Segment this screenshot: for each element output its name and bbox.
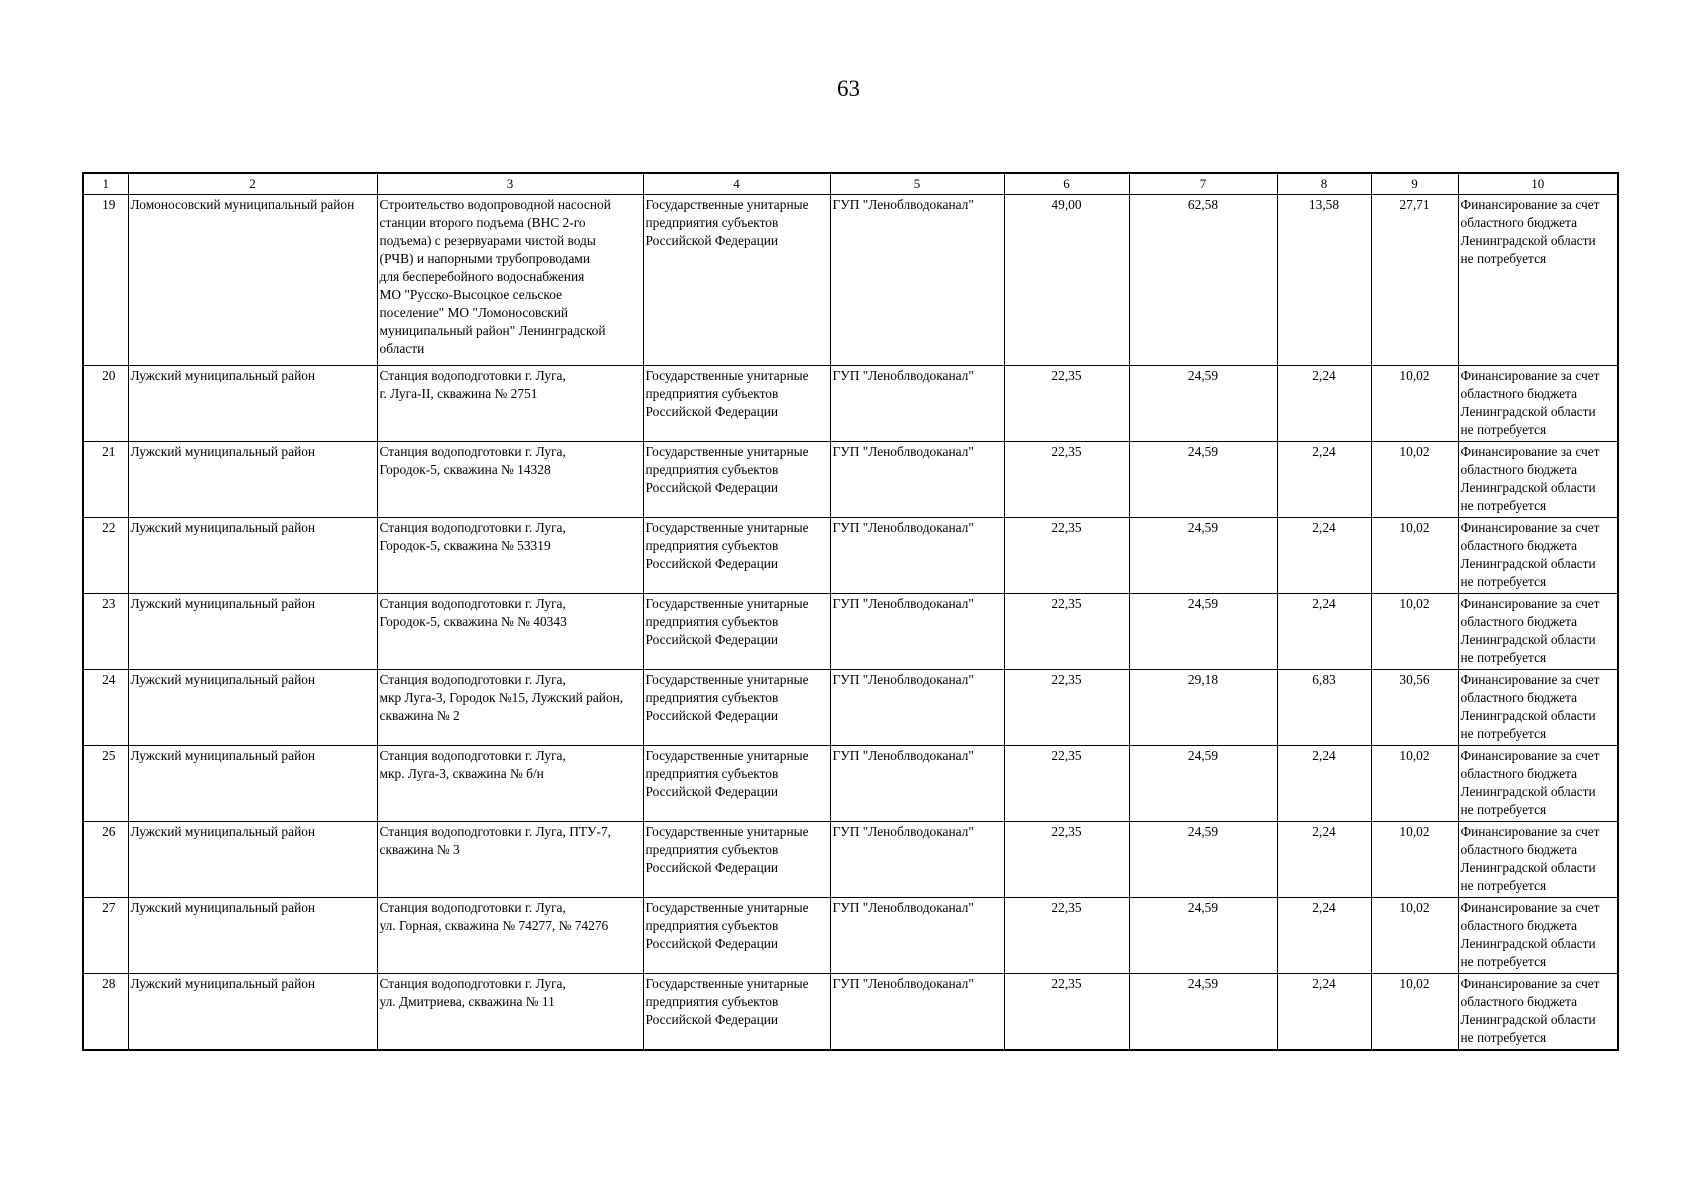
value-col7-cell: 29,18 <box>1129 670 1277 746</box>
value-col9-cell: 10,02 <box>1371 822 1458 898</box>
organization-cell: ГУП "Леноблводоканал" <box>830 518 1004 594</box>
value-col8-cell: 2,24 <box>1277 594 1371 670</box>
header-cell: 1 <box>83 173 128 195</box>
note-cell: Финансирование за счет областного бюджета Ленинградской области не потребуется <box>1458 195 1618 366</box>
value-col6-cell: 22,35 <box>1004 594 1129 670</box>
note-cell: Финансирование за счет областного бюджета Ленинградской области не потребуется <box>1458 974 1618 1050</box>
row-number-cell: 21 <box>83 442 128 518</box>
header-cell: 8 <box>1277 173 1371 195</box>
page-number: 63 <box>837 76 860 101</box>
row-number-cell: 19 <box>83 195 128 366</box>
table-row <box>83 366 1618 442</box>
organization-cell: ГУП "Леноблводоканал" <box>830 670 1004 746</box>
table-row <box>83 746 1618 822</box>
value-col8-cell: 2,24 <box>1277 366 1371 442</box>
value-col7-cell: 24,59 <box>1129 366 1277 442</box>
note-cell: Финансирование за счет областного бюджета Ленинградской области не потребуется <box>1458 518 1618 594</box>
note-cell: Финансирование за счет областного бюджета Ленинградской области не потребуется <box>1458 898 1618 974</box>
header-cell: 2 <box>128 173 377 195</box>
value-col9-cell: 10,02 <box>1371 594 1458 670</box>
owner-type-cell: Государственные унитарные предприятия субъектов Российской Федерации <box>643 974 830 1050</box>
value-col7-cell: 24,59 <box>1129 898 1277 974</box>
note-cell: Финансирование за счет областного бюджета Ленинградской области не потребуется <box>1458 442 1618 518</box>
value-col6-cell: 22,35 <box>1004 898 1129 974</box>
header-cell: 4 <box>643 173 830 195</box>
header-cell: 3 <box>377 173 643 195</box>
owner-type-cell: Государственные унитарные предприятия субъектов Российской Федерации <box>643 366 830 442</box>
value-col9-cell: 27,71 <box>1371 195 1458 366</box>
note-cell: Финансирование за счет областного бюджета Ленинградской области не потребуется <box>1458 670 1618 746</box>
object-cell: Станция водоподготовки г. Луга, ПТУ-7, скважина № 3 <box>377 822 643 898</box>
row-number-cell: 23 <box>83 594 128 670</box>
owner-type-cell: Государственные унитарные предприятия субъектов Российской Федерации <box>643 594 830 670</box>
value-col9-cell: 30,56 <box>1371 670 1458 746</box>
header-cell: 6 <box>1004 173 1129 195</box>
row-number-cell: 22 <box>83 518 128 594</box>
organization-cell: ГУП "Леноблводоканал" <box>830 594 1004 670</box>
value-col7-cell: 24,59 <box>1129 746 1277 822</box>
owner-type-cell: Государственные унитарные предприятия субъектов Российской Федерации <box>643 518 830 594</box>
organization-cell: ГУП "Леноблводоканал" <box>830 822 1004 898</box>
value-col8-cell: 2,24 <box>1277 898 1371 974</box>
district-cell: Лужский муниципальный район <box>128 442 377 518</box>
note-cell: Финансирование за счет областного бюджета Ленинградской области не потребуется <box>1458 366 1618 442</box>
organization-cell: ГУП "Леноблводоканал" <box>830 746 1004 822</box>
table-row <box>83 195 1618 366</box>
row-number-cell: 26 <box>83 822 128 898</box>
value-col7-cell: 62,58 <box>1129 195 1277 366</box>
owner-type-cell: Государственные унитарные предприятия субъектов Российской Федерации <box>643 442 830 518</box>
table-row <box>83 822 1618 898</box>
value-col8-cell: 2,24 <box>1277 746 1371 822</box>
value-col6-cell: 22,35 <box>1004 442 1129 518</box>
object-cell: Станция водоподготовки г. Луга, Городок-5, скважина № № 40343 <box>377 594 643 670</box>
owner-type-cell: Государственные унитарные предприятия субъектов Российской Федерации <box>643 822 830 898</box>
owner-type-cell: Государственные унитарные предприятия субъектов Российской Федерации <box>643 746 830 822</box>
value-col8-cell: 2,24 <box>1277 442 1371 518</box>
owner-type-cell: Государственные унитарные предприятия субъектов Российской Федерации <box>643 898 830 974</box>
note-cell: Финансирование за счет областного бюджета Ленинградской области не потребуется <box>1458 594 1618 670</box>
row-number-cell: 28 <box>83 974 128 1050</box>
organization-cell: ГУП "Леноблводоканал" <box>830 898 1004 974</box>
header-cell: 7 <box>1129 173 1277 195</box>
table-row <box>83 442 1618 518</box>
table-header-row <box>83 173 1618 195</box>
district-cell: Лужский муниципальный район <box>128 822 377 898</box>
value-col8-cell: 2,24 <box>1277 822 1371 898</box>
table-row <box>83 898 1618 974</box>
value-col6-cell: 22,35 <box>1004 746 1129 822</box>
table-row <box>83 594 1618 670</box>
value-col9-cell: 10,02 <box>1371 366 1458 442</box>
value-col9-cell: 10,02 <box>1371 746 1458 822</box>
row-number-cell: 27 <box>83 898 128 974</box>
object-cell: Станция водоподготовки г. Луга, мкр. Луга-3, скважина № б/н <box>377 746 643 822</box>
district-cell: Лужский муниципальный район <box>128 898 377 974</box>
header-cell: 9 <box>1371 173 1458 195</box>
district-cell: Лужский муниципальный район <box>128 594 377 670</box>
organization-cell: ГУП "Леноблводоканал" <box>830 366 1004 442</box>
value-col6-cell: 22,35 <box>1004 670 1129 746</box>
object-cell: Станция водоподготовки г. Луга, мкр Луга-3, Городок №15, Лужский район, скважина № 2 <box>377 670 643 746</box>
value-col6-cell: 22,35 <box>1004 974 1129 1050</box>
value-col6-cell: 22,35 <box>1004 366 1129 442</box>
value-col7-cell: 24,59 <box>1129 518 1277 594</box>
value-col9-cell: 10,02 <box>1371 442 1458 518</box>
owner-type-cell: Государственные унитарные предприятия субъектов Российской Федерации <box>643 195 830 366</box>
district-cell: Лужский муниципальный район <box>128 518 377 594</box>
district-cell: Лужский муниципальный район <box>128 974 377 1050</box>
district-cell: Лужский муниципальный район <box>128 746 377 822</box>
value-col6-cell: 22,35 <box>1004 518 1129 594</box>
value-col7-cell: 24,59 <box>1129 822 1277 898</box>
table-row <box>83 974 1618 1050</box>
note-cell: Финансирование за счет областного бюджета Ленинградской области не потребуется <box>1458 746 1618 822</box>
organization-cell: ГУП "Леноблводоканал" <box>830 195 1004 366</box>
object-cell: Станция водоподготовки г. Луга, Городок-5, скважина № 14328 <box>377 442 643 518</box>
owner-type-cell: Государственные унитарные предприятия субъектов Российской Федерации <box>643 670 830 746</box>
row-number-cell: 25 <box>83 746 128 822</box>
value-col7-cell: 24,59 <box>1129 974 1277 1050</box>
value-col8-cell: 2,24 <box>1277 518 1371 594</box>
object-cell: Строительство водопроводной насосной станции второго подъема (ВНС 2-го подъема) с резервуарами чистой воды (РЧВ) и напорными трубопроводами для бесперебойного водоснабжения МО "Русско-Высоцкое сельское поселение" МО "Ломоносовский муниципальный район" Ленинградской области <box>377 195 643 366</box>
object-cell: Станция водоподготовки г. Луга, ул. Горная, скважина № 74277, № 74276 <box>377 898 643 974</box>
data-table <box>82 172 1619 1051</box>
value-col7-cell: 24,59 <box>1129 594 1277 670</box>
row-number-cell: 20 <box>83 366 128 442</box>
value-col9-cell: 10,02 <box>1371 974 1458 1050</box>
district-cell: Лужский муниципальный район <box>128 670 377 746</box>
value-col8-cell: 13,58 <box>1277 195 1371 366</box>
object-cell: Станция водоподготовки г. Луга, Городок-5, скважина № 53319 <box>377 518 643 594</box>
organization-cell: ГУП "Леноблводоканал" <box>830 442 1004 518</box>
object-cell: Станция водоподготовки г. Луга, г. Луга-II, скважина № 2751 <box>377 366 643 442</box>
note-cell: Финансирование за счет областного бюджета Ленинградской области не потребуется <box>1458 822 1618 898</box>
value-col7-cell: 24,59 <box>1129 442 1277 518</box>
value-col6-cell: 49,00 <box>1004 195 1129 366</box>
district-cell: Лужский муниципальный район <box>128 366 377 442</box>
value-col9-cell: 10,02 <box>1371 898 1458 974</box>
header-cell: 10 <box>1458 173 1618 195</box>
header-cell: 5 <box>830 173 1004 195</box>
row-number-cell: 24 <box>83 670 128 746</box>
value-col8-cell: 2,24 <box>1277 974 1371 1050</box>
value-col8-cell: 6,83 <box>1277 670 1371 746</box>
object-cell: Станция водоподготовки г. Луга, ул. Дмитриева, скважина № 11 <box>377 974 643 1050</box>
district-cell: Ломоносовский муниципальный район <box>128 195 377 366</box>
value-col9-cell: 10,02 <box>1371 518 1458 594</box>
table-row <box>83 670 1618 746</box>
value-col6-cell: 22,35 <box>1004 822 1129 898</box>
organization-cell: ГУП "Леноблводоканал" <box>830 974 1004 1050</box>
table-row <box>83 518 1618 594</box>
